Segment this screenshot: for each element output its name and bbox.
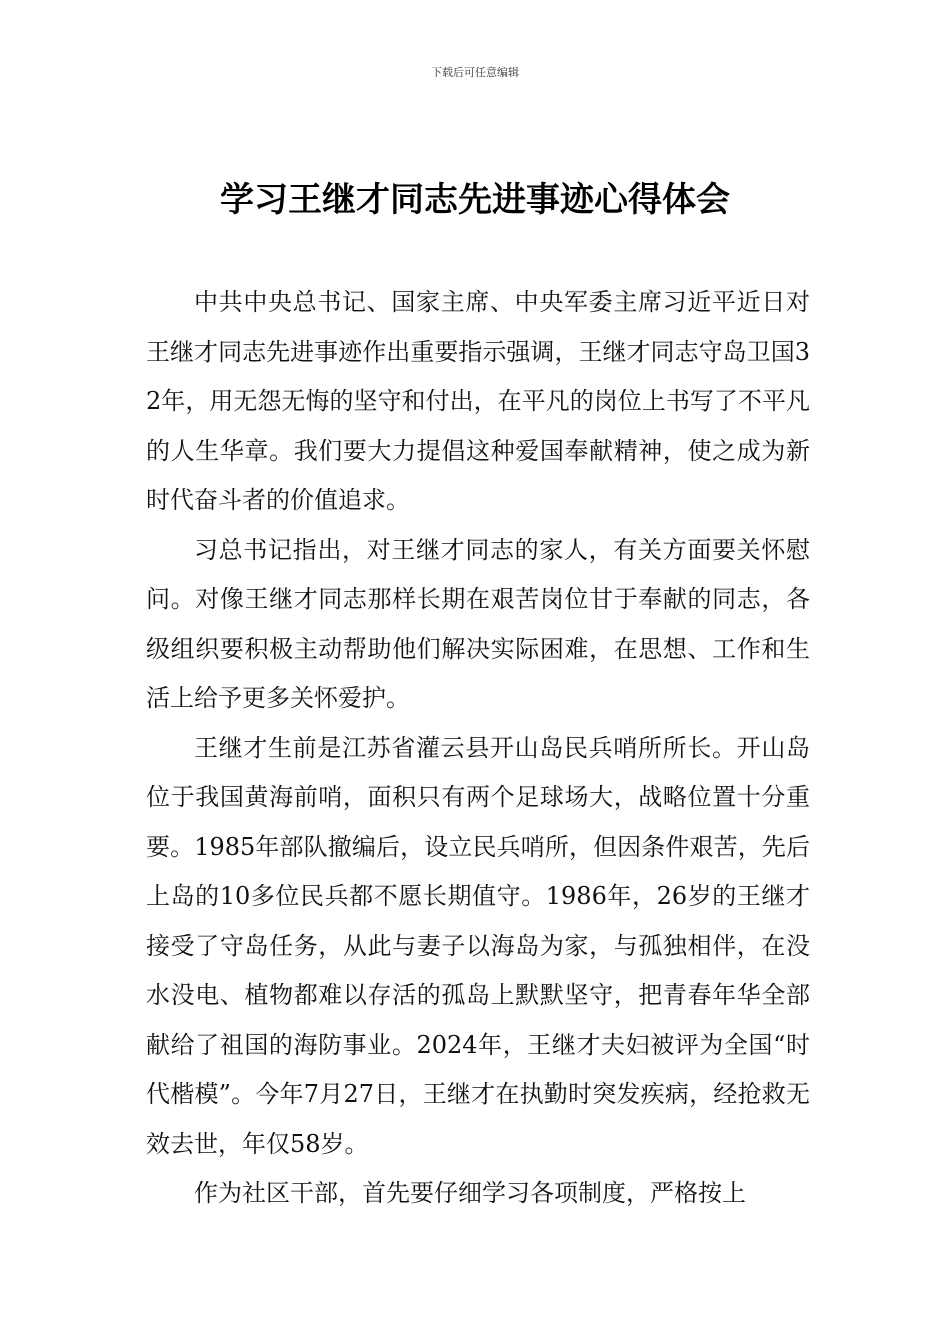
paragraph-2: 习总书记指出，对王继才同志的家人，有关方面要关怀慰问。对像王继才同志那样长期在艰苦岗位甘于奉献的同志，各级组织要积极主动帮助他们解决实际困难，在思想、工作和生活上给予更多关怀爱护。 bbox=[146, 535, 810, 712]
document-body bbox=[146, 278, 810, 1219]
document-title: 学习王继才同志先进事迹心得体会 bbox=[220, 180, 730, 220]
paragraph-1: 中共中央总书记、国家主席、中央军委主席习近平近日对王继才同志先进事迹作出重要指示强调，王继才同志守岛卫国32年，用无怨无悔的坚守和付出，在平凡的岗位上书写了不平凡的人生华章。我们要大力提倡这种爱国奉献精神，使之成为新时代奋斗者的价值追求。 bbox=[146, 288, 810, 514]
paragraph-3: 王继才生前是江苏省灌云县开山岛民兵哨所所长。开山岛位于我国黄海前哨，面积只有两个足球场大，战略位置十分重要。1985年部队撤编后，设立民兵哨所，但因条件艰苦，先后上岛的10多位民兵都不愿长期值守。1986年，26岁的王继才接受了守岛任务，从此与妻子以海岛为家，与孤独相伴，在没水没电、植物都难以存活的孤岛上默默坚守，把青春年华全部献给了祖国的海防事业。2024年，王继才夫妇被评为全国“时代楷模”。今年7月27日，王继才在执勤时突发疾病，经抢救无效去世，年仅58岁。 bbox=[146, 733, 810, 1158]
header-note: 下载后可任意编辑 bbox=[431, 66, 519, 79]
paragraph-4: 作为社区干部，首先要仔细学习各项制度，严格按上 bbox=[194, 1179, 746, 1207]
